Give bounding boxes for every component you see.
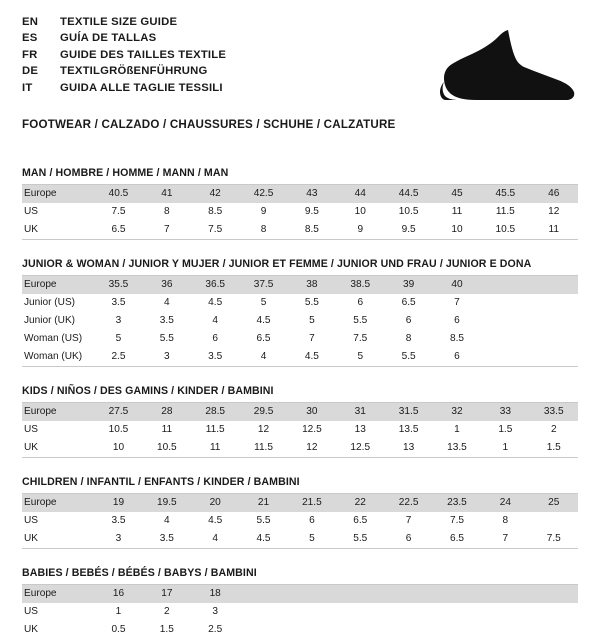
size-cell: 4.5 bbox=[191, 294, 239, 312]
section-title: CHILDREN / INFANTIL / ENFANTS / KINDER / BAMBINI bbox=[22, 476, 578, 494]
row-label: UK bbox=[22, 439, 94, 457]
size-cell: 4.5 bbox=[288, 348, 336, 366]
size-cell: 40.5 bbox=[94, 185, 142, 203]
size-cell bbox=[481, 585, 529, 603]
size-cell: 4 bbox=[239, 348, 287, 366]
size-cell: 28 bbox=[143, 403, 191, 421]
table-row bbox=[22, 621, 578, 639]
size-cell: 7 bbox=[143, 221, 191, 239]
size-cell: 4 bbox=[191, 312, 239, 330]
size-cell: 45 bbox=[433, 185, 481, 203]
size-cell bbox=[239, 621, 287, 639]
size-cell: 20 bbox=[191, 494, 239, 512]
size-cell: 42.5 bbox=[239, 185, 287, 203]
size-cell: 24 bbox=[481, 494, 529, 512]
size-cell bbox=[433, 621, 481, 639]
table-row bbox=[22, 348, 578, 366]
section-title: BABIES / BEBÉS / BÉBÉS / BABYS / BAMBINI bbox=[22, 567, 578, 585]
size-section bbox=[22, 567, 578, 639]
row-label: US bbox=[22, 421, 94, 439]
size-cell: 28.5 bbox=[191, 403, 239, 421]
language-code: FR bbox=[22, 48, 38, 61]
size-cell bbox=[288, 603, 336, 621]
size-cell: 6 bbox=[433, 312, 481, 330]
language-code: EN bbox=[22, 16, 39, 28]
row-label: Europe bbox=[22, 403, 94, 421]
size-cell: 33 bbox=[481, 403, 529, 421]
section-title: KIDS / NIÑOS / DES GAMINS / KINDER / BAMBINI bbox=[22, 385, 578, 403]
size-cell bbox=[288, 585, 336, 603]
size-cell: 12 bbox=[239, 421, 287, 439]
size-cell bbox=[288, 621, 336, 639]
size-cell: 7 bbox=[288, 330, 336, 348]
row-label: UK bbox=[22, 221, 94, 239]
table-row bbox=[22, 312, 578, 330]
size-cell: 41 bbox=[143, 185, 191, 203]
size-cell: 1.5 bbox=[530, 439, 578, 457]
size-cell: 7.5 bbox=[94, 203, 142, 221]
size-cell: 2.5 bbox=[94, 348, 142, 366]
size-cell bbox=[239, 603, 287, 621]
language-title: GUIDA ALLE TAGLIE TESSILI bbox=[60, 81, 223, 94]
size-table bbox=[22, 403, 578, 457]
size-cell: 3.5 bbox=[191, 348, 239, 366]
size-cell: 6.5 bbox=[94, 221, 142, 239]
size-cell: 7.5 bbox=[336, 330, 384, 348]
size-cell: 45.5 bbox=[481, 185, 529, 203]
row-label: Woman (US) bbox=[22, 330, 94, 348]
size-table-wrap bbox=[22, 403, 578, 458]
size-cell: 5.5 bbox=[336, 530, 384, 548]
language-code: ES bbox=[22, 32, 38, 45]
size-cell: 38.5 bbox=[336, 276, 384, 294]
table-row bbox=[22, 421, 578, 439]
size-cell: 40 bbox=[433, 276, 481, 294]
dress-shoe-icon bbox=[416, 26, 576, 104]
size-cell bbox=[530, 621, 578, 639]
row-label: UK bbox=[22, 621, 94, 639]
table-row bbox=[22, 276, 578, 294]
size-cell: 6 bbox=[288, 512, 336, 530]
size-cell: 17 bbox=[143, 585, 191, 603]
size-cell: 1 bbox=[94, 603, 142, 621]
size-cell: 7.5 bbox=[191, 221, 239, 239]
size-cell bbox=[336, 585, 384, 603]
size-cell: 3 bbox=[94, 312, 142, 330]
size-cell: 4 bbox=[143, 294, 191, 312]
size-cell: 29.5 bbox=[239, 403, 287, 421]
size-cell: 8 bbox=[239, 221, 287, 239]
size-cell: 6.5 bbox=[433, 530, 481, 548]
size-cell: 6.5 bbox=[336, 512, 384, 530]
size-cell: 13.5 bbox=[384, 421, 432, 439]
row-label: Europe bbox=[22, 494, 94, 512]
row-label: Europe bbox=[22, 585, 94, 603]
size-cell: 6 bbox=[384, 312, 432, 330]
size-cell: 4 bbox=[143, 512, 191, 530]
size-cell: 9.5 bbox=[288, 203, 336, 221]
size-cell: 27.5 bbox=[94, 403, 142, 421]
size-cell: 25 bbox=[530, 494, 578, 512]
size-cell: 43 bbox=[288, 185, 336, 203]
size-cell: 11 bbox=[191, 439, 239, 457]
size-cell: 6 bbox=[433, 348, 481, 366]
size-cell: 3 bbox=[94, 530, 142, 548]
size-cell bbox=[530, 512, 578, 530]
size-cell: 7 bbox=[481, 530, 529, 548]
size-cell: 35.5 bbox=[94, 276, 142, 294]
size-cell: 33.5 bbox=[530, 403, 578, 421]
row-label: US bbox=[22, 512, 94, 530]
size-cell: 10 bbox=[94, 439, 142, 457]
size-cell: 3 bbox=[143, 348, 191, 366]
size-cell bbox=[336, 603, 384, 621]
size-cell: 3.5 bbox=[94, 512, 142, 530]
size-cell: 9 bbox=[336, 221, 384, 239]
table-row bbox=[22, 221, 578, 239]
row-label: US bbox=[22, 603, 94, 621]
size-cell: 1 bbox=[433, 421, 481, 439]
size-table bbox=[22, 494, 578, 548]
language-title: GUÍA DE TALLAS bbox=[60, 32, 157, 45]
size-cell bbox=[384, 585, 432, 603]
size-cell bbox=[530, 330, 578, 348]
size-cell: 5.5 bbox=[336, 312, 384, 330]
size-cell: 11.5 bbox=[481, 203, 529, 221]
size-cell: 10.5 bbox=[481, 221, 529, 239]
size-tables-host bbox=[22, 167, 578, 639]
size-cell: 7 bbox=[384, 512, 432, 530]
size-cell: 6 bbox=[336, 294, 384, 312]
language-title: GUIDE DES TAILLES TEXTILE bbox=[60, 48, 227, 61]
size-cell: 37.5 bbox=[239, 276, 287, 294]
size-cell bbox=[481, 312, 529, 330]
section-title: MAN / HOMBRE / HOMME / MANN / MAN bbox=[22, 167, 578, 185]
size-cell: 11 bbox=[143, 421, 191, 439]
size-cell: 36 bbox=[143, 276, 191, 294]
size-cell: 36.5 bbox=[191, 276, 239, 294]
size-cell: 22 bbox=[336, 494, 384, 512]
size-cell: 1 bbox=[481, 439, 529, 457]
row-label: UK bbox=[22, 530, 94, 548]
table-row bbox=[22, 294, 578, 312]
language-title: TEXTILE SIZE GUIDE bbox=[60, 16, 178, 28]
row-label: US bbox=[22, 203, 94, 221]
size-cell: 44.5 bbox=[384, 185, 432, 203]
size-cell: 22.5 bbox=[384, 494, 432, 512]
table-row bbox=[22, 439, 578, 457]
size-cell: 11.5 bbox=[191, 421, 239, 439]
size-cell bbox=[530, 585, 578, 603]
size-section bbox=[22, 258, 578, 367]
size-cell: 3.5 bbox=[143, 530, 191, 548]
size-cell: 8 bbox=[143, 203, 191, 221]
size-cell: 1.5 bbox=[143, 621, 191, 639]
size-cell bbox=[336, 621, 384, 639]
table-row bbox=[22, 512, 578, 530]
size-cell bbox=[239, 585, 287, 603]
size-cell: 30 bbox=[288, 403, 336, 421]
table-row bbox=[22, 530, 578, 548]
size-cell: 6.5 bbox=[239, 330, 287, 348]
size-table-wrap bbox=[22, 276, 578, 367]
size-cell: 5.5 bbox=[143, 330, 191, 348]
size-cell bbox=[481, 330, 529, 348]
size-cell: 4.5 bbox=[239, 312, 287, 330]
size-cell: 6.5 bbox=[384, 294, 432, 312]
size-cell: 4.5 bbox=[191, 512, 239, 530]
size-cell bbox=[384, 603, 432, 621]
size-cell: 5 bbox=[239, 294, 287, 312]
size-cell: 13 bbox=[384, 439, 432, 457]
size-cell: 31 bbox=[336, 403, 384, 421]
size-cell bbox=[433, 603, 481, 621]
size-cell: 18 bbox=[191, 585, 239, 603]
size-cell: 5.5 bbox=[288, 294, 336, 312]
size-section bbox=[22, 167, 578, 240]
size-cell: 10.5 bbox=[384, 203, 432, 221]
size-cell: 12 bbox=[530, 203, 578, 221]
size-cell bbox=[433, 585, 481, 603]
size-cell: 7.5 bbox=[433, 512, 481, 530]
table-row bbox=[22, 203, 578, 221]
size-table bbox=[22, 585, 578, 639]
size-cell: 39 bbox=[384, 276, 432, 294]
size-cell: 3 bbox=[191, 603, 239, 621]
size-table bbox=[22, 185, 578, 239]
category-line: FOOTWEAR / CALZADO / CHAUSSURES / SCHUHE / CALZATURE bbox=[22, 118, 396, 131]
size-table-wrap bbox=[22, 185, 578, 240]
size-cell: 11 bbox=[433, 203, 481, 221]
size-cell: 8 bbox=[481, 512, 529, 530]
size-cell: 8.5 bbox=[191, 203, 239, 221]
size-cell: 4 bbox=[191, 530, 239, 548]
table-row bbox=[22, 330, 578, 348]
size-cell bbox=[481, 294, 529, 312]
size-cell: 1.5 bbox=[481, 421, 529, 439]
size-cell: 7.5 bbox=[530, 530, 578, 548]
size-cell: 10 bbox=[433, 221, 481, 239]
size-cell: 31.5 bbox=[384, 403, 432, 421]
size-cell: 5 bbox=[94, 330, 142, 348]
language-code: IT bbox=[22, 81, 33, 94]
size-cell: 9.5 bbox=[384, 221, 432, 239]
size-cell: 3.5 bbox=[143, 312, 191, 330]
row-label: Europe bbox=[22, 185, 94, 203]
size-cell: 21 bbox=[239, 494, 287, 512]
size-cell: 19.5 bbox=[143, 494, 191, 512]
size-cell: 12.5 bbox=[336, 439, 384, 457]
size-cell: 46 bbox=[530, 185, 578, 203]
section-title: JUNIOR & WOMAN / JUNIOR Y MUJER / JUNIOR ET FEMME / JUNIOR UND FRAU / JUNIOR E DONA bbox=[22, 258, 578, 276]
size-cell bbox=[530, 294, 578, 312]
size-table bbox=[22, 276, 578, 366]
size-cell: 5 bbox=[288, 312, 336, 330]
size-cell: 38 bbox=[288, 276, 336, 294]
size-cell bbox=[481, 276, 529, 294]
size-cell: 6 bbox=[384, 530, 432, 548]
size-cell: 8.5 bbox=[288, 221, 336, 239]
size-cell: 12 bbox=[288, 439, 336, 457]
size-cell bbox=[384, 621, 432, 639]
size-cell bbox=[530, 276, 578, 294]
size-cell bbox=[530, 603, 578, 621]
row-label: Woman (UK) bbox=[22, 348, 94, 366]
size-cell: 42 bbox=[191, 185, 239, 203]
size-cell: 2 bbox=[530, 421, 578, 439]
size-cell: 19 bbox=[94, 494, 142, 512]
size-cell: 5.5 bbox=[384, 348, 432, 366]
row-label: Junior (UK) bbox=[22, 312, 94, 330]
size-cell: 44 bbox=[336, 185, 384, 203]
table-row bbox=[22, 185, 578, 203]
size-table-wrap bbox=[22, 494, 578, 549]
row-label: Junior (US) bbox=[22, 294, 94, 312]
size-cell: 11 bbox=[530, 221, 578, 239]
size-cell: 3.5 bbox=[94, 294, 142, 312]
size-cell bbox=[481, 348, 529, 366]
size-section bbox=[22, 476, 578, 549]
size-cell: 8 bbox=[384, 330, 432, 348]
size-cell: 2 bbox=[143, 603, 191, 621]
size-cell bbox=[530, 312, 578, 330]
size-cell: 11.5 bbox=[239, 439, 287, 457]
table-row bbox=[22, 403, 578, 421]
size-cell: 32 bbox=[433, 403, 481, 421]
size-cell: 5 bbox=[336, 348, 384, 366]
size-cell: 4.5 bbox=[239, 530, 287, 548]
size-cell bbox=[481, 603, 529, 621]
size-cell: 5 bbox=[288, 530, 336, 548]
table-row bbox=[22, 585, 578, 603]
page-header bbox=[22, 14, 578, 106]
size-cell: 12.5 bbox=[288, 421, 336, 439]
size-cell: 9 bbox=[239, 203, 287, 221]
size-cell: 23.5 bbox=[433, 494, 481, 512]
size-cell: 21.5 bbox=[288, 494, 336, 512]
size-cell: 0.5 bbox=[94, 621, 142, 639]
table-row bbox=[22, 494, 578, 512]
table-row bbox=[22, 603, 578, 621]
size-cell: 6 bbox=[191, 330, 239, 348]
size-cell: 13 bbox=[336, 421, 384, 439]
size-cell: 5.5 bbox=[239, 512, 287, 530]
language-code: DE bbox=[22, 65, 39, 78]
size-cell: 16 bbox=[94, 585, 142, 603]
size-cell: 7 bbox=[433, 294, 481, 312]
size-cell: 2.5 bbox=[191, 621, 239, 639]
size-cell: 8.5 bbox=[433, 330, 481, 348]
size-cell: 13.5 bbox=[433, 439, 481, 457]
size-cell: 10 bbox=[336, 203, 384, 221]
row-label: Europe bbox=[22, 276, 94, 294]
size-cell: 10.5 bbox=[94, 421, 142, 439]
size-cell: 10.5 bbox=[143, 439, 191, 457]
size-cell bbox=[481, 621, 529, 639]
size-table-wrap bbox=[22, 585, 578, 639]
size-cell bbox=[530, 348, 578, 366]
language-title: TEXTILGRÖßENFÜHRUNG bbox=[60, 65, 208, 78]
size-section bbox=[22, 385, 578, 458]
